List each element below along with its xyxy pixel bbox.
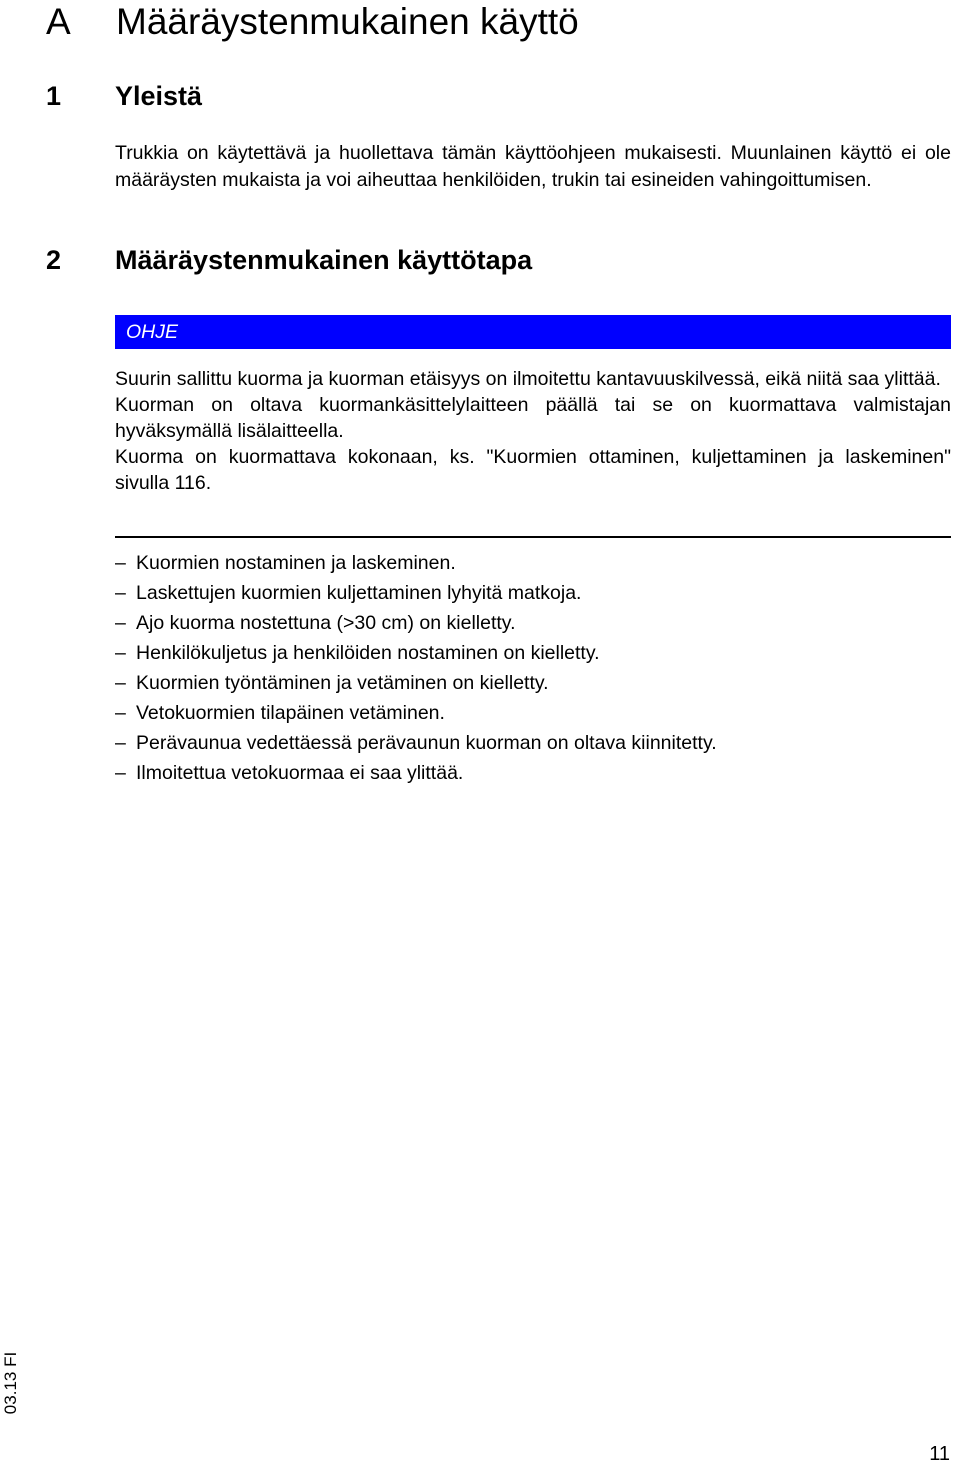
- list-item-text: Ilmoitettua vetokuormaa ei saa ylittää.: [136, 762, 464, 784]
- list-item: [115, 668, 951, 698]
- section-number: 1: [46, 81, 62, 111]
- list-dash: –: [115, 552, 126, 574]
- section-heading-1: [46, 79, 202, 113]
- chapter-title: [46, 0, 579, 44]
- list-dash: –: [115, 672, 126, 694]
- note-body: [115, 366, 951, 496]
- list-dash: –: [115, 612, 126, 634]
- list-item: [115, 758, 951, 788]
- page-number: 11: [929, 1443, 950, 1465]
- list-item-text: Ajo kuorma nostettuna (>30 cm) on kielletty.: [136, 612, 516, 634]
- note-end-divider: [115, 536, 951, 538]
- chapter-title-text: Määräystenmukainen käyttö: [116, 1, 579, 42]
- list-dash: –: [115, 642, 126, 664]
- list-dash: –: [115, 732, 126, 754]
- note-paragraph: Kuorma on kuormattava kokonaan, ks. "Kuormien ottaminen, kuljettaminen ja laskeminen" sivulla 116.: [115, 446, 951, 494]
- edition-code-text: 03.13 FI: [1, 1351, 20, 1415]
- list-item-text: Henkilökuljetus ja henkilöiden nostaminen on kielletty.: [136, 642, 600, 664]
- list-item: [115, 608, 951, 638]
- list-item: [115, 578, 951, 608]
- intro-paragraph: Trukkia on käytettävä ja huollettava tämän käyttöohjeen mukaisesti. Muunlainen käyttö ei ole määräysten mukaista ja voi aiheuttaa henkilöiden, trukin tai esineiden vahingoittumisen.: [115, 142, 951, 191]
- list-dash: –: [115, 582, 126, 604]
- section-title: Määräystenmukainen käyttötapa: [115, 245, 533, 275]
- section-title: Yleistä: [115, 81, 203, 111]
- edition-code: [0, 1348, 22, 1418]
- section-heading-2: [46, 243, 532, 277]
- list-item: [115, 728, 951, 758]
- section-number: 2: [46, 245, 62, 275]
- usage-list: [115, 548, 951, 788]
- note-header-bar: [115, 315, 951, 349]
- note-label: OHJE: [126, 321, 179, 343]
- list-item-text: Vetokuormien tilapäinen vetäminen.: [136, 702, 445, 724]
- list-dash: –: [115, 762, 126, 784]
- note-paragraph: Suurin sallittu kuorma ja kuorman etäisyys on ilmoitettu kantavuuskilvessä, eikä niitä saa ylittää.: [115, 368, 941, 390]
- chapter-letter: A: [46, 1, 71, 42]
- list-item: [115, 638, 951, 668]
- list-item-text: Kuormien työntäminen ja vetäminen on kielletty.: [136, 672, 549, 694]
- list-item: [115, 548, 951, 578]
- list-item-text: Laskettujen kuormien kuljettaminen lyhyitä matkoja.: [136, 582, 582, 604]
- list-item-text: Perävaunua vedettäessä perävaunun kuorman on oltava kiinnitetty.: [136, 732, 717, 754]
- list-item: [115, 698, 951, 728]
- note-paragraph: Kuorman on oltava kuormankäsittelylaitteen päällä tai se on kuormattava valmistajan hyväksymällä lisälaitteella.: [115, 394, 951, 442]
- list-item-text: Kuormien nostaminen ja laskeminen.: [136, 552, 456, 574]
- list-dash: –: [115, 702, 126, 724]
